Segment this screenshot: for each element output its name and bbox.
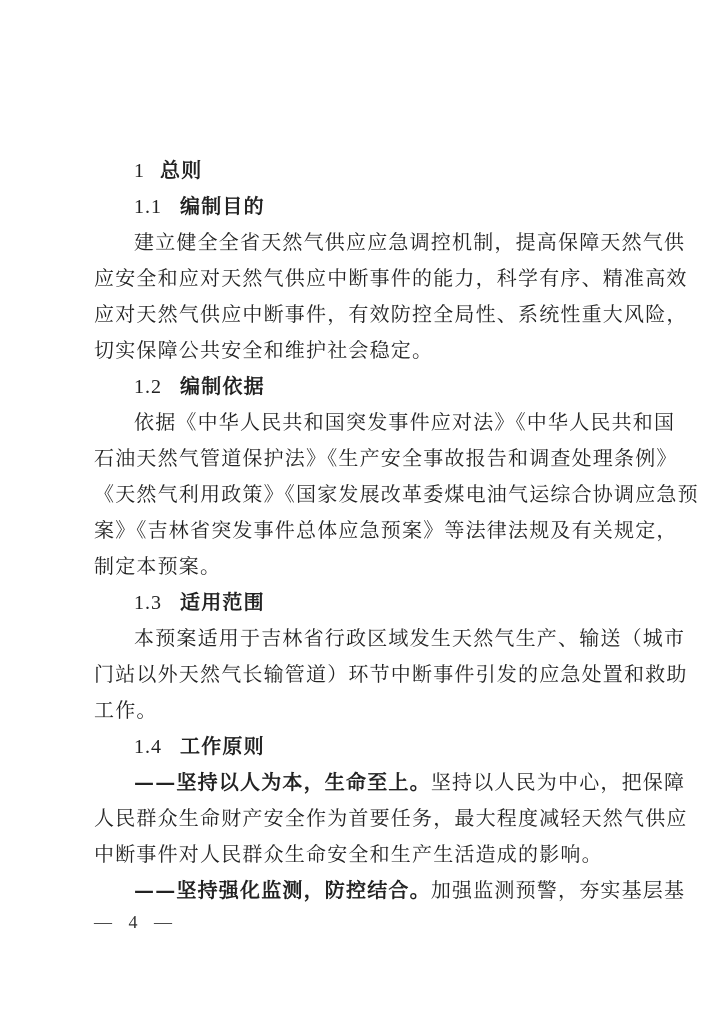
principle-line (134, 878, 686, 902)
section-title: 编制目的 (180, 194, 265, 218)
section-number: 1.4 (134, 736, 162, 758)
paragraph-line: 应安全和应对天然气供应中断事件的能力，科学有序、精准高效 (94, 266, 688, 290)
paragraph-line: 应对天然气供应中断事件，有效防控全局性、系统性重大风险， (94, 302, 688, 326)
section-number: 1.3 (134, 592, 162, 614)
section-title: 编制依据 (180, 374, 265, 398)
section-heading-1-1 (134, 194, 634, 219)
section-number: 1 (134, 160, 145, 182)
section-heading-1-4 (134, 734, 634, 759)
section-title: 适用范围 (180, 590, 265, 614)
paragraph-line: 中断事件对人民群众生命安全和生产生活造成的影响。 (94, 842, 603, 866)
principle-text: 加强监测预警，夯实基层基 (430, 878, 686, 902)
principle-text: 坚持以人民为中心，把保障 (430, 770, 686, 794)
paragraph-line: 《天然气利用政策》《国家发展改革委煤电油气运综合协调应急预 (94, 482, 699, 506)
section-heading-1 (134, 158, 634, 183)
paragraph-line: 门站以外天然气长输管道）环节中断事件引发的应急处置和救助 (94, 662, 688, 686)
paragraph-line: 石油天然气管道保护法》《生产安全事故报告和调查处理条例》 (94, 446, 678, 470)
section-heading-1-2 (134, 374, 634, 399)
paragraph-line: 制定本预案。 (94, 554, 222, 578)
paragraph-line: 本预案适用于吉林省行政区域发生天然气生产、输送（城市 (134, 626, 686, 650)
section-number: 1.1 (134, 196, 162, 218)
section-title: 工作原则 (180, 734, 265, 758)
paragraph-line: 案》《吉林省突发事件总体应急预案》等法律法规及有关规定， (94, 518, 678, 542)
principle-lead: ——坚持强化监测，防控结合。 (134, 878, 431, 902)
paragraph-line: 切实保障公共安全和维护社会稳定。 (94, 338, 434, 362)
page-number: — 4 — (94, 912, 178, 932)
paragraph-line: 依据《中华人民共和国突发事件应对法》《中华人民共和国 (134, 410, 676, 434)
paragraph-line: 人民群众生命财产安全作为首要任务，最大程度减轻天然气供应 (94, 806, 688, 830)
paragraph-line: 建立健全全省天然气供应应急调控机制，提高保障天然气供 (134, 230, 686, 254)
section-heading-1-3 (134, 590, 634, 615)
section-title: 总则 (160, 158, 203, 182)
section-number: 1.2 (134, 376, 162, 398)
principle-line (134, 770, 686, 794)
principle-lead: ——坚持以人为本，生命至上。 (134, 770, 431, 794)
paragraph-line: 工作。 (94, 698, 158, 722)
